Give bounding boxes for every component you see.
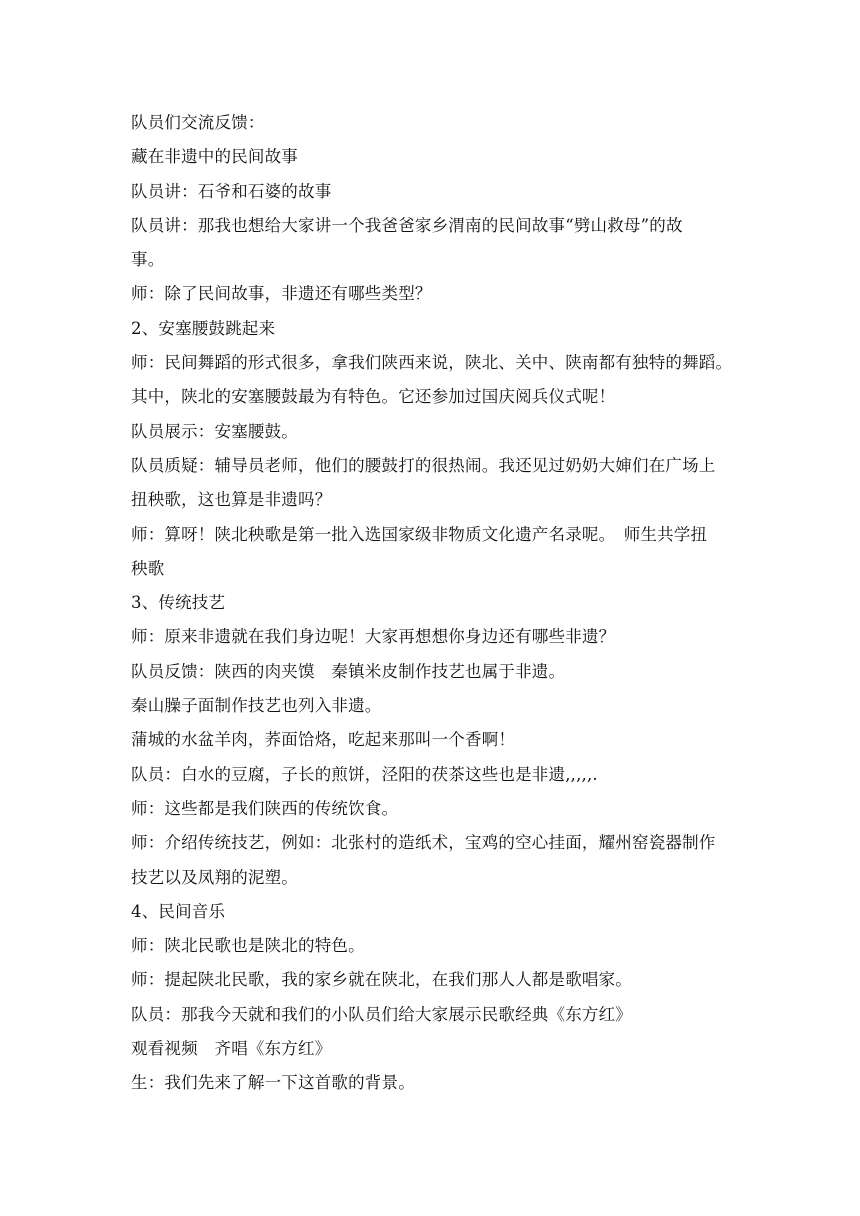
paragraph-line: 秧歌 (131, 558, 165, 578)
paragraph-line: 蒲城的水盆羊肉，荞面饸烙，吃起来那叫一个香啊！ (131, 730, 516, 750)
paragraph-line: 队员：那我今天就和我们的小队员们给大家展示民歌经典《东方红》 (131, 1004, 632, 1024)
paragraph-line: 师：民间舞蹈的形式很多，拿我们陕西来说，陕北、关中、陕南都有独特的舞蹈。 (131, 353, 733, 373)
paragraph-line: 扭秧歌，这也算是非遗吗？ (131, 490, 332, 510)
document-body (131, 106, 731, 1101)
paragraph-line: 观看视频 齐唱《东方红》 (131, 1039, 332, 1059)
paragraph-line: 秦山臊子面制作技艺也列入非遗。 (131, 696, 382, 716)
paragraph-line: 师：原来非遗就在我们身边呢！大家再想想你身边还有哪些非遗？ (131, 627, 616, 647)
paragraph-line: 队员讲：那我也想给大家讲一个我爸爸家乡渭南的民间故事“劈山救母”的故 (131, 215, 683, 235)
paragraph-line: 队员讲：石爷和石婆的故事 (131, 181, 332, 201)
paragraph-line: 生：我们先来了解一下这首歌的背景。 (131, 1073, 415, 1093)
paragraph-line: 队员质疑：辅导员老师，他们的腰鼓打的很热闹。我还见过奶奶大婶们在广场上 (131, 455, 716, 475)
paragraph-line: 队员们交流反馈： (131, 113, 265, 132)
paragraph-line: 师：除了民间故事，非遗还有哪些类型？ (131, 284, 432, 304)
paragraph-line: 师：算呀！陕北秧歌是第一批入选国家级非物质文化遗产名录呢。 师生共学扭 (131, 524, 708, 544)
section-heading: 4、民间音乐 (131, 901, 226, 921)
paragraph-line: 其中，陕北的安塞腰鼓最为有特色。它还参加过国庆阅兵仪式呢！ (131, 387, 616, 407)
paragraph-line: 师：这些都是我们陕西的传统饮食。 (131, 798, 399, 818)
paragraph-line: 技艺以及凤翔的泥塑。 (131, 867, 298, 887)
section-heading: 2、安塞腰鼓跳起来 (131, 318, 276, 338)
paragraph-line: 队员展示：安塞腰鼓。 (131, 421, 298, 441)
paragraph-line: 师：提起陕北民歌，我的家乡就在陕北，在我们那人人都是歌唱家。 (131, 970, 632, 990)
section-heading: 3、传统技艺 (131, 593, 226, 613)
paragraph-line: 事。 (131, 250, 165, 270)
paragraph-line: 师：介绍传统技艺，例如：北张村的造纸术，宝鸡的空心挂面，耀州窑瓷器制作 (131, 833, 716, 853)
paragraph-line: 队员：白水的豆腐，子长的煎饼，泾阳的茯茶这些也是非遗,,,,,. (131, 764, 598, 784)
paragraph-line: 师：陕北民歌也是陕北的特色。 (131, 936, 365, 956)
paragraph-line: 队员反馈：陕西的肉夹馍 秦镇米皮制作技艺也属于非遗。 (131, 661, 566, 681)
paragraph-line: 藏在非遗中的民间故事 (131, 147, 298, 167)
